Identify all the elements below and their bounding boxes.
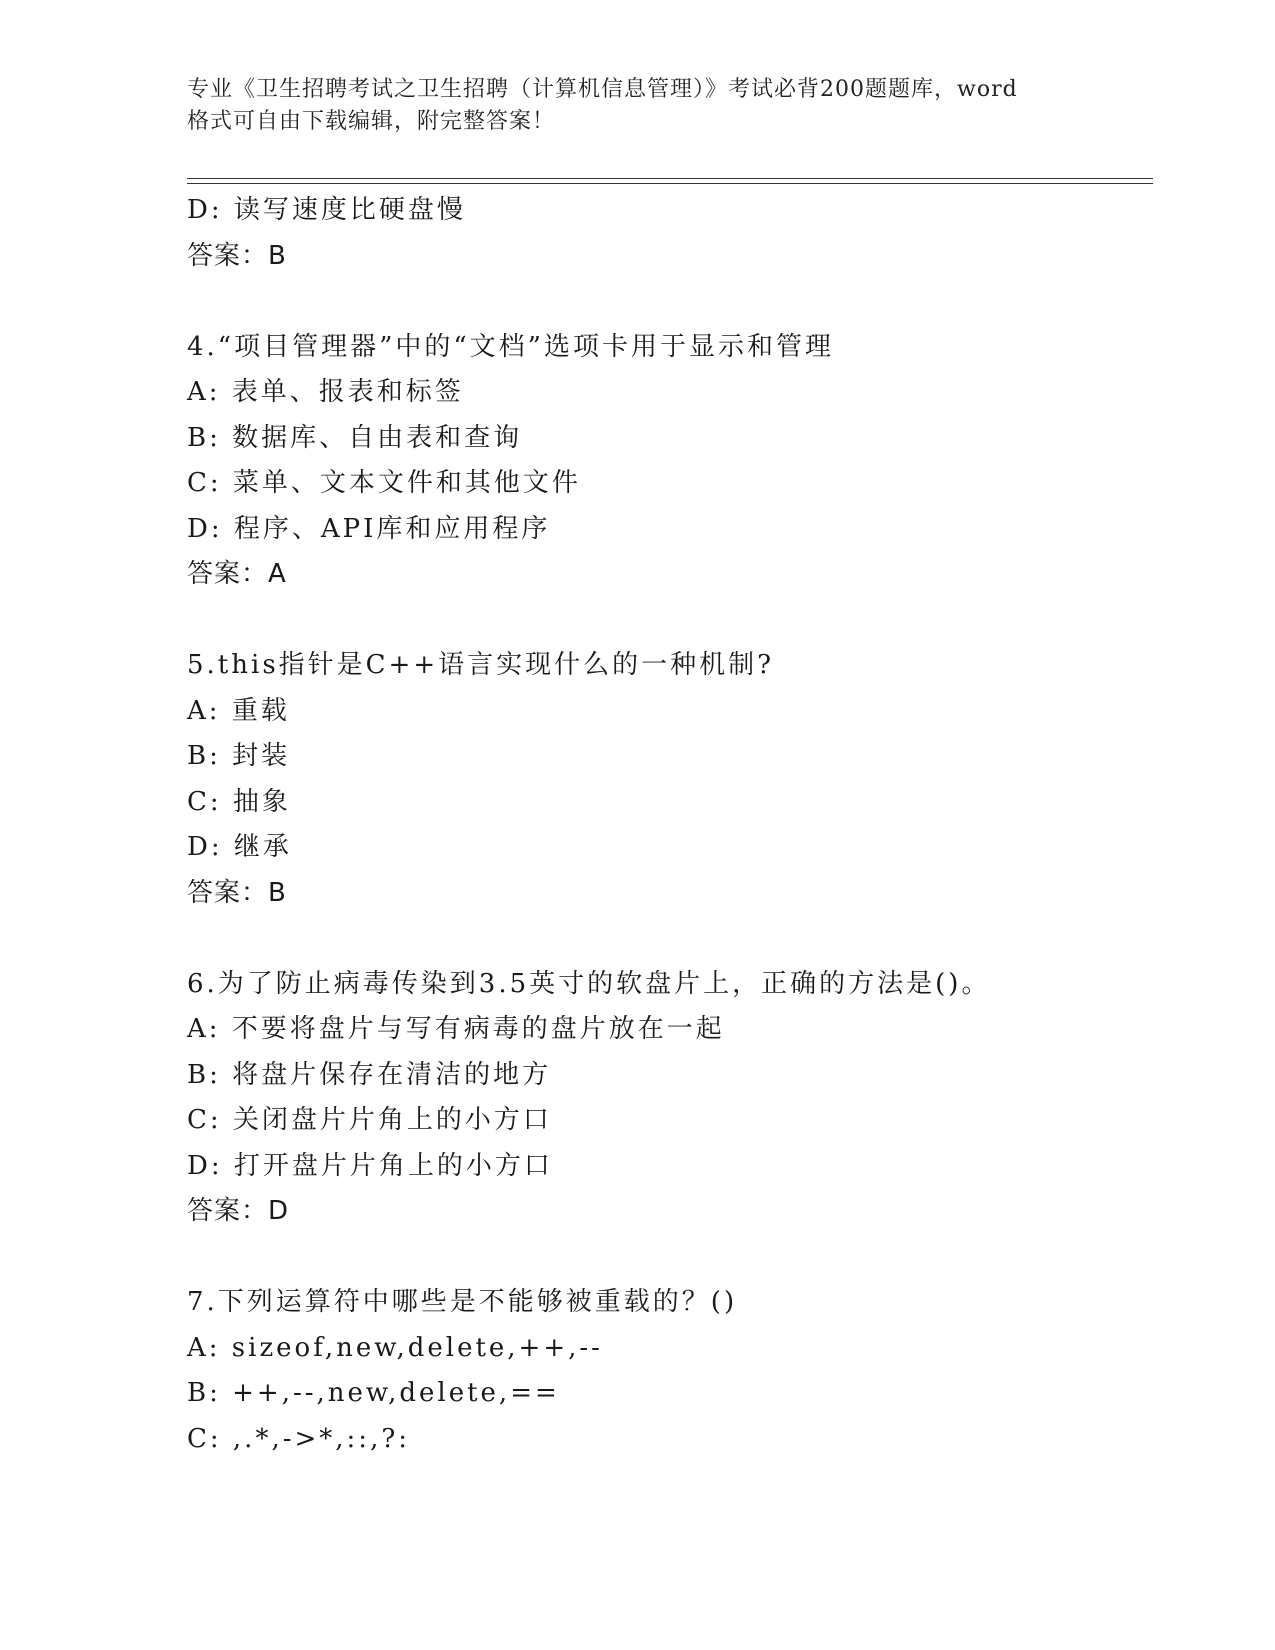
header-title-line-1: 专业《卫生招聘考试之卫生招聘（计算机信息管理）》考试必背200题题库，word (187, 77, 1018, 102)
question-6-stem: 6.为了防止病毒传染到3.5英寸的软盘片上，正确的方法是()。 (187, 968, 991, 999)
question-5-option-c: C: 抽象 (187, 786, 291, 817)
spacer (187, 598, 1147, 644)
question-4-answer: 答案：A (187, 559, 287, 589)
answer-line: 答案：B (187, 240, 287, 271)
question-6-answer: 答案：D (187, 1196, 290, 1226)
question-5-option-d: D: 继承 (187, 832, 292, 862)
question-5-stem: 5.this指针是C++语言实现什么的一种机制? (187, 650, 775, 680)
option-d: D: 读写速度比硬盘慢 (187, 195, 466, 225)
question-6-option-b: B: 将盘片保存在清洁的地方 (187, 1059, 552, 1090)
question-4-option-c: C: 菜单、文本文件和其他文件 (187, 468, 581, 498)
spacer (187, 1235, 1147, 1281)
spacer (187, 916, 1147, 962)
question-5-option-b: B: 封装 (187, 741, 291, 771)
header-rule-top (187, 178, 1153, 179)
question-7-option-c: C: ,.*,->*,::,?: (187, 1423, 411, 1454)
question-6-option-d: D: 打开盘片片角上的小方口 (187, 1150, 553, 1181)
header-rule-bottom (187, 183, 1153, 184)
question-4-option-d: D: 程序、API库和应用程序 (187, 513, 551, 544)
question-6-option-a: A: 不要将盘片与写有病毒的盘片放在一起 (187, 1014, 725, 1044)
question-5-option-a: A: 重载 (187, 695, 290, 726)
question-5-answer: 答案：B (187, 877, 287, 908)
question-4-option-a: A: 表单、报表和标签 (187, 377, 464, 407)
question-6-option-c: C: 关闭盘片片角上的小方口 (187, 1105, 552, 1135)
question-7-stem: 7.下列运算符中哪些是不能够被重载的？() (187, 1287, 738, 1317)
question-7-option-a: A: sizeof,new,delete,++,-- (187, 1332, 603, 1363)
document-header (187, 74, 1087, 138)
question-list (187, 188, 1147, 1462)
question-4-option-b: B: 数据库、自由表和查询 (187, 422, 523, 453)
header-title-line-2: 格式可自由下载编辑，附完整答案！ (187, 109, 556, 134)
spacer (187, 279, 1147, 325)
question-4-stem: 4.“项目管理器”中的“文档”选项卡用于显示和管理 (187, 331, 834, 362)
question-7-option-b: B: ++,--,new,delete,== (187, 1378, 560, 1408)
